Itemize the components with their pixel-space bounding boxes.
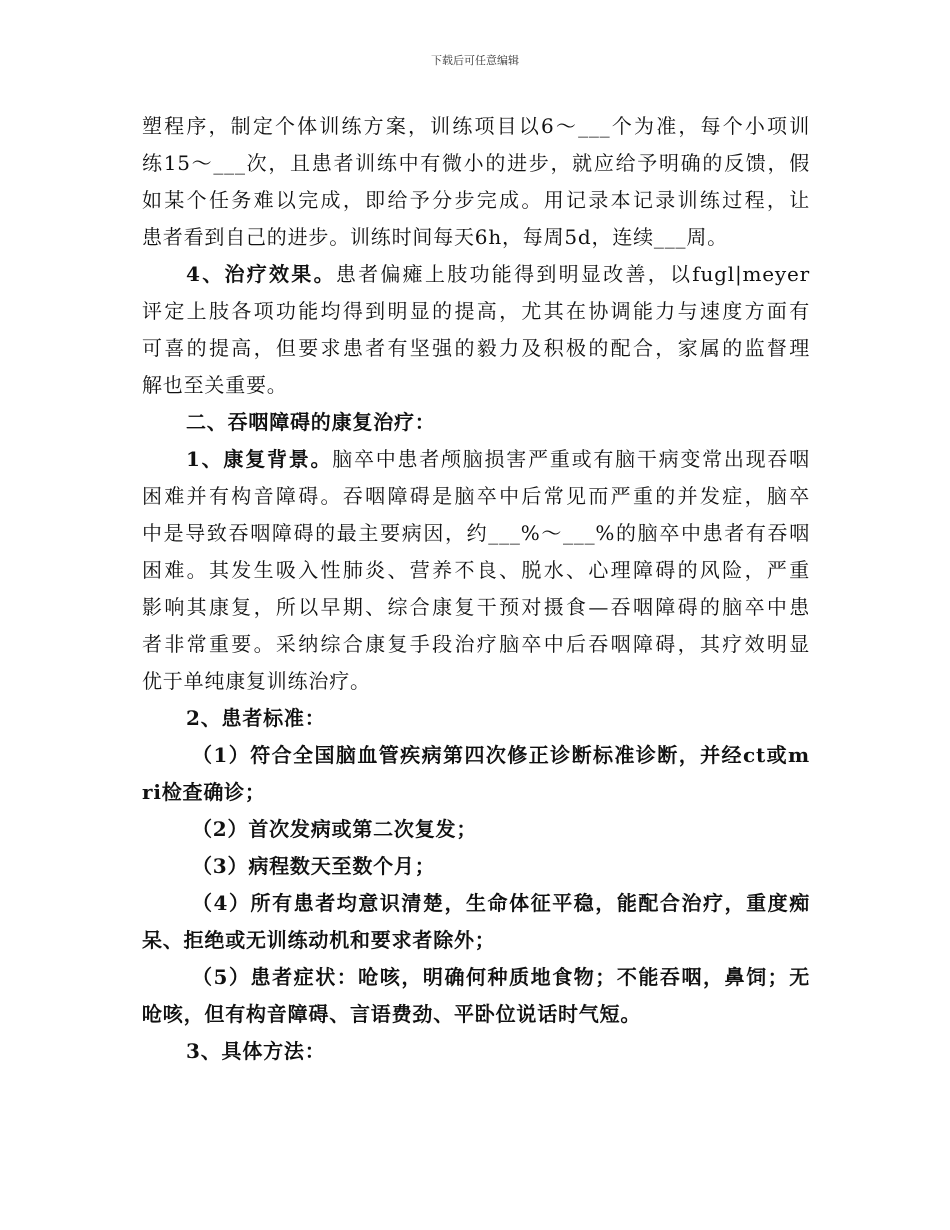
section-2-criteria: 2、患者标准：	[186, 706, 326, 730]
text-line: 影响其康复，所以早期、综合康复干预对摄食—吞咽障碍的脑卒中患	[142, 595, 810, 619]
document-body	[142, 108, 810, 1070]
text-line: 中是导致吞咽障碍的最主要病因，约___%～___%的脑卒中患者有吞咽	[142, 521, 810, 545]
text-line: 呆、拒绝或无训练动机和要求者除外；	[142, 928, 496, 952]
text-line: 塑程序，制定个体训练方案，训练项目以6～___个为准，每个小项训	[142, 114, 810, 138]
text-line: 如某个任务难以完成，即给予分步完成。用记录本记录训练过程，让	[142, 188, 810, 212]
text-line: 呛咳，但有构音障碍、言语费劲、平卧位说话时气短。	[142, 1002, 642, 1026]
chapter-heading-swallowing: 二、吞咽障碍的康复治疗：	[186, 410, 436, 434]
section-4-effect: 4、治疗效果。患者偏瘫上肢功能得到明显改善，以fugl|meyer	[186, 262, 810, 286]
criteria-item-2: （2）首次发病或第二次复发；	[192, 817, 478, 841]
criteria-item-5: （5）患者症状：呛咳，明确何种质地食物；不能吞咽，鼻饲；无	[192, 965, 810, 989]
text-line: 评定上肢各项功能均得到明显的提高，尤其在协调能力与速度方面有	[142, 299, 810, 323]
criteria-item-3: （3）病程数天至数个月；	[192, 854, 436, 878]
text-line: 者非常重要。采纳综合康复手段治疗脑卒中后吞咽障碍，其疗效明显	[142, 632, 810, 656]
text-line: 可喜的提高，但要求患者有坚强的毅力及积极的配合，家属的监督理	[142, 336, 810, 360]
text-line: 练15～___次，且患者训练中有微小的进步，就应给予明确的反馈，假	[142, 151, 810, 175]
section-3-method: 3、具体方法：	[186, 1039, 326, 1063]
criteria-item-1: （1）符合全国脑血管疾病第四次修正诊断标准诊断，并经ct或m	[192, 743, 810, 767]
text-line: 患者看到自己的进步。训练时间每天6h，每周5d，连续___周。	[142, 225, 728, 249]
text-line: 解也至关重要。	[142, 373, 288, 397]
text-line: ri检查确诊；	[142, 780, 266, 804]
section-heading: 4、治疗效果。	[186, 262, 336, 286]
section-heading: 1、康复背景。	[186, 447, 333, 471]
page-header-note: 下载后可任意编辑	[431, 54, 519, 67]
section-1-background: 1、康复背景。脑卒中患者颅脑损害严重或有脑干病变常出现吞咽	[186, 447, 810, 471]
text-line: 困难。其发生吸入性肺炎、营养不良、脱水、心理障碍的风险，严重	[142, 558, 810, 582]
text-line: 困难并有构音障碍。吞咽障碍是脑卒中后常见而严重的并发症，脑卒	[142, 484, 810, 508]
text-line: 优于单纯康复训练治疗。	[142, 669, 371, 693]
criteria-item-4: （4）所有患者均意识清楚，生命体征平稳，能配合治疗，重度痴	[192, 891, 810, 915]
